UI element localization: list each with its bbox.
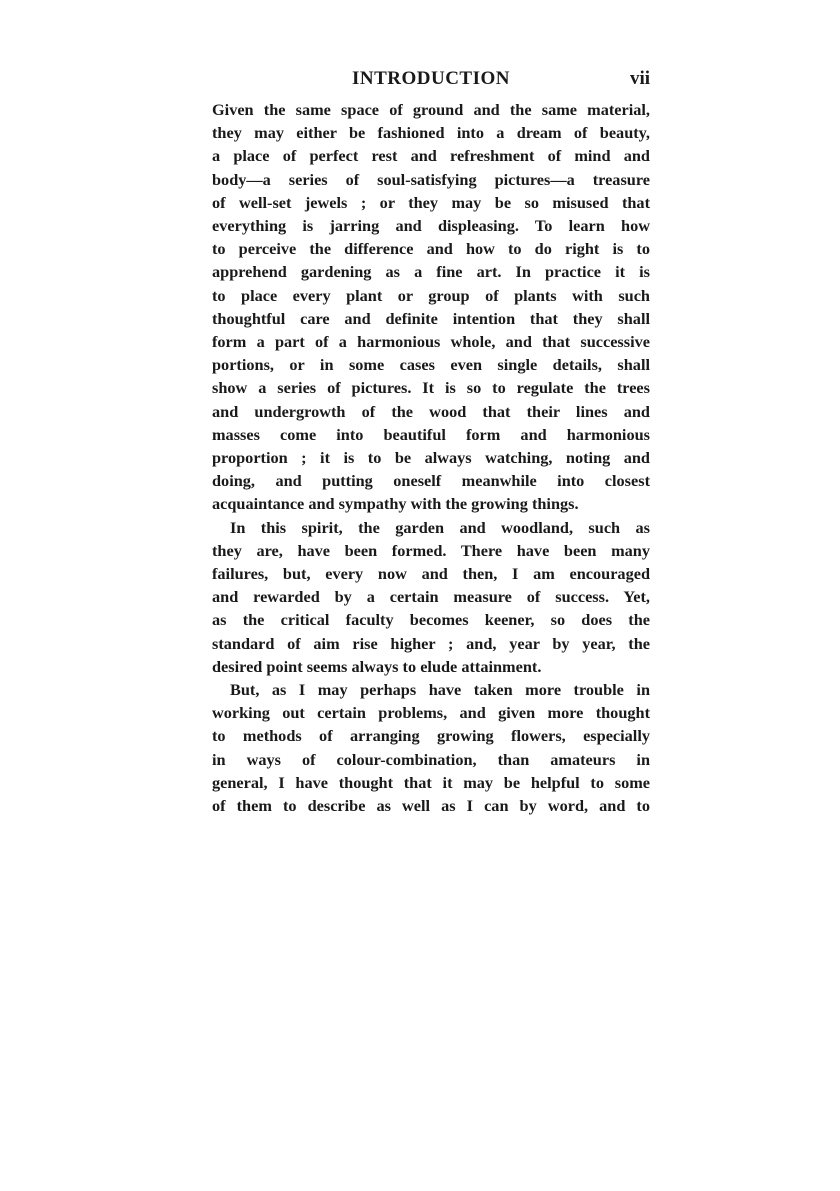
text-line: to methods of arranging growing flowers, especially	[212, 726, 650, 746]
text-line: as the critical faculty becomes keener, so does the	[212, 610, 650, 630]
paragraph-1	[212, 98, 650, 516]
paragraph-2	[212, 516, 650, 678]
text-line: body—a series of soul-satisfying pictures—a treasure	[212, 169, 650, 189]
text-line: proportion ; it is to be always watching, noting and	[212, 448, 650, 468]
paragraph-3	[212, 678, 650, 817]
text-line: masses come into beautiful form and harmonious	[212, 424, 650, 444]
text-line: everything is jarring and displeasing. To learn how	[212, 216, 650, 236]
text-line: to place every plant or group of plants with such	[212, 285, 650, 305]
page-number: vii	[629, 68, 650, 89]
text-line: failures, but, every now and then, I am encouraged	[212, 564, 650, 584]
text-line: of them to describe as well as I can by word, and to	[212, 796, 650, 816]
text-line: to perceive the difference and how to do right is to	[212, 239, 650, 259]
text-line: a place of perfect rest and refreshment of mind and	[212, 146, 650, 166]
text-line: doing, and putting oneself meanwhile into closest	[212, 471, 650, 491]
text-line: Given the same space of ground and the same material,	[212, 100, 650, 119]
text-line: thoughtful care and definite intention that they shall	[212, 308, 650, 328]
text-line: acquaintance and sympathy with the growing things.	[212, 494, 579, 514]
text-line: form a part of a harmonious whole, and that successive	[212, 332, 650, 352]
chapter-title: INTRODUCTION	[351, 68, 511, 89]
text-line: general, I have thought that it may be helpful to some	[212, 772, 650, 792]
text-line: in ways of colour-combination, than amateurs in	[212, 749, 650, 769]
text-line: standard of aim rise higher ; and, year by year, the	[212, 633, 650, 653]
book-page	[212, 66, 650, 817]
running-header	[212, 66, 650, 96]
body-text	[212, 98, 650, 817]
text-line: and undergrowth of the wood that their lines and	[212, 401, 650, 421]
text-line: working out certain problems, and given more thought	[212, 703, 650, 723]
text-line: apprehend gardening as a fine art. In practice it is	[212, 262, 650, 282]
text-line: desired point seems always to elude attainment.	[212, 656, 542, 676]
text-line: and rewarded by a certain measure of success. Yet,	[212, 587, 650, 607]
text-line: they are, have been formed. There have been many	[212, 540, 650, 560]
text-line: portions, or in some cases even single details, shall	[212, 355, 650, 375]
text-line: In this spirit, the garden and woodland, such as	[230, 517, 650, 537]
text-line: they may either be fashioned into a dream of beauty,	[212, 123, 650, 143]
text-line: of well-set jewels ; or they may be so misused that	[212, 192, 650, 212]
text-line: But, as I may perhaps have taken more trouble in	[230, 680, 650, 700]
text-line: show a series of pictures. It is so to regulate the trees	[212, 378, 650, 398]
